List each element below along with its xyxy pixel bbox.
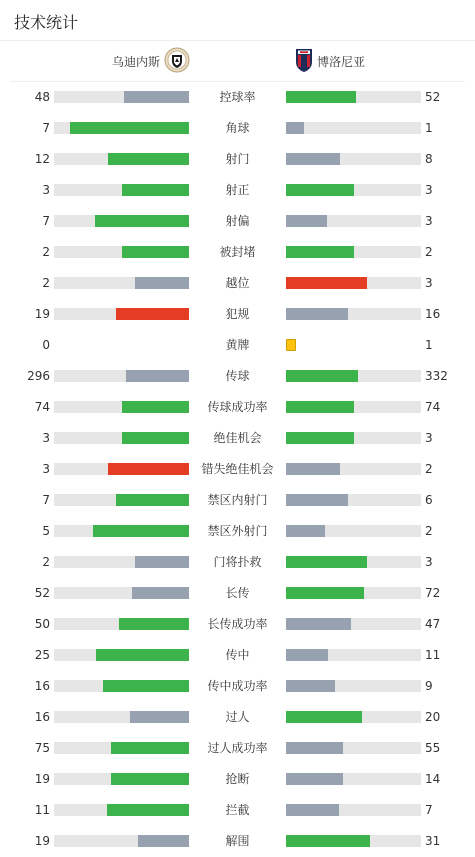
home-value: 3 <box>42 462 50 476</box>
home-bar <box>135 277 189 289</box>
home-value: 2 <box>42 276 50 290</box>
away-value: 3 <box>425 214 433 228</box>
home-bar <box>103 680 189 692</box>
home-bar-track <box>54 494 189 506</box>
stat-label: 射门 <box>225 152 250 166</box>
away-value: 332 <box>425 369 448 383</box>
home-value: 3 <box>42 431 50 445</box>
away-bar-track <box>286 649 421 661</box>
home-team[interactable] <box>112 47 190 75</box>
away-bar-track <box>286 680 421 692</box>
away-bar-track <box>286 556 421 568</box>
home-bar-track <box>54 432 189 444</box>
away-value: 16 <box>425 307 441 321</box>
home-value: 0 <box>42 338 50 352</box>
home-bar <box>122 184 190 196</box>
stat-row <box>0 586 475 600</box>
away-bar-track <box>286 308 421 320</box>
away-bar <box>286 711 362 723</box>
away-value: 72 <box>425 586 441 600</box>
home-value: 5 <box>42 524 50 538</box>
home-bar <box>108 463 189 475</box>
home-bar-track <box>54 680 189 692</box>
away-team[interactable] <box>295 47 365 75</box>
away-bar-track <box>286 370 421 382</box>
home-team-name: 乌迪内斯 <box>111 54 160 69</box>
stat-row <box>0 803 475 817</box>
away-bar <box>286 618 351 630</box>
home-value: 19 <box>34 307 50 321</box>
stat-row <box>0 710 475 724</box>
home-bar <box>116 494 189 506</box>
away-bar-track <box>286 525 421 537</box>
away-bar <box>286 649 328 661</box>
home-bar <box>111 773 189 785</box>
stat-row <box>0 152 475 166</box>
away-bar-track <box>286 184 421 196</box>
stat-label: 传中成功率 <box>207 679 268 693</box>
stat-label: 绝佳机会 <box>213 431 262 445</box>
stat-label: 犯规 <box>225 307 250 321</box>
stat-label: 解围 <box>225 834 250 848</box>
stat-label: 拦截 <box>225 803 250 817</box>
home-bar-track <box>54 215 189 227</box>
home-bar <box>107 804 189 816</box>
stat-label: 禁区外射门 <box>207 524 268 538</box>
home-value: 7 <box>42 493 50 507</box>
away-bar-track <box>286 432 421 444</box>
away-value: 3 <box>425 431 433 445</box>
away-bar-track <box>286 804 421 816</box>
page-title: 技术统计 <box>14 13 79 32</box>
header-divider <box>10 81 465 82</box>
home-bar-track <box>54 742 189 754</box>
away-bar <box>286 401 354 413</box>
away-value: 8 <box>425 152 433 166</box>
stat-row <box>0 834 475 848</box>
home-value: 74 <box>34 400 50 414</box>
stat-label: 角球 <box>225 121 250 135</box>
away-value: 47 <box>425 617 441 631</box>
home-bar-track <box>54 556 189 568</box>
home-bar-track <box>54 401 189 413</box>
home-bar <box>124 91 189 103</box>
home-bar <box>130 711 189 723</box>
away-bar <box>286 835 370 847</box>
stat-label: 控球率 <box>219 90 256 104</box>
away-value: 7 <box>425 803 433 817</box>
away-bar-track <box>286 122 421 134</box>
home-bar <box>132 587 189 599</box>
away-bar-track <box>286 277 421 289</box>
udinese-crest-icon <box>164 47 190 76</box>
away-bar <box>286 184 354 196</box>
home-bar-track <box>54 711 189 723</box>
stat-label: 错失绝佳机会 <box>201 462 274 476</box>
away-value: 1 <box>425 121 433 135</box>
stat-row <box>0 772 475 786</box>
away-bar-track <box>286 618 421 630</box>
stat-row <box>0 90 475 104</box>
stat-label: 传中 <box>225 648 250 662</box>
away-bar-track <box>286 401 421 413</box>
bologna-crest-icon <box>295 47 313 76</box>
away-value: 74 <box>425 400 441 414</box>
stat-row <box>0 431 475 445</box>
stat-row <box>0 245 475 259</box>
away-bar <box>286 215 327 227</box>
away-bar <box>286 91 356 103</box>
away-bar <box>286 246 354 258</box>
home-bar <box>135 556 189 568</box>
away-bar-track <box>286 463 421 475</box>
away-bar-track <box>286 587 421 599</box>
away-bar <box>286 308 348 320</box>
stat-row <box>0 276 475 290</box>
away-value: 6 <box>425 493 433 507</box>
stat-row <box>0 524 475 538</box>
home-bar-track <box>54 618 189 630</box>
home-bar <box>95 215 190 227</box>
home-bar-track <box>54 122 189 134</box>
home-bar-track <box>54 308 189 320</box>
home-value: 7 <box>42 121 50 135</box>
home-value: 19 <box>34 772 50 786</box>
stat-label: 门将扑救 <box>213 555 262 569</box>
stat-row <box>0 121 475 135</box>
away-value: 2 <box>425 245 433 259</box>
stat-row <box>0 338 475 352</box>
away-bar-track <box>286 773 421 785</box>
stat-row <box>0 183 475 197</box>
stat-row <box>0 648 475 662</box>
away-bar <box>286 494 348 506</box>
home-bar-track <box>54 835 189 847</box>
home-value: 7 <box>42 214 50 228</box>
stat-row <box>0 214 475 228</box>
home-bar <box>96 649 189 661</box>
home-bar-track <box>54 277 189 289</box>
away-bar <box>286 153 340 165</box>
away-value: 52 <box>425 90 441 104</box>
stat-row <box>0 679 475 693</box>
stat-label: 长传成功率 <box>207 617 268 631</box>
away-bar <box>286 370 358 382</box>
away-bar <box>286 587 364 599</box>
away-value: 2 <box>425 524 433 538</box>
home-value: 16 <box>34 679 50 693</box>
stat-row <box>0 462 475 476</box>
away-bar-track <box>286 91 421 103</box>
home-bar-track <box>54 91 189 103</box>
home-bar-track <box>54 804 189 816</box>
home-bar <box>138 835 189 847</box>
away-bar <box>286 463 340 475</box>
stat-row <box>0 741 475 755</box>
home-bar <box>108 153 189 165</box>
home-value: 52 <box>34 586 50 600</box>
away-value: 3 <box>425 555 433 569</box>
stat-row <box>0 493 475 507</box>
stat-row <box>0 617 475 631</box>
stat-label: 过人成功率 <box>207 741 268 755</box>
away-value: 20 <box>425 710 441 724</box>
away-team-name: 博洛尼亚 <box>317 54 366 69</box>
stat-label: 射正 <box>225 183 250 197</box>
home-bar-track <box>54 587 189 599</box>
home-bar-track <box>54 463 189 475</box>
home-value: 2 <box>42 555 50 569</box>
home-value: 48 <box>34 90 50 104</box>
home-bar <box>70 122 189 134</box>
away-bar <box>286 432 354 444</box>
stat-row <box>0 555 475 569</box>
yellow-card-icon <box>286 339 296 351</box>
home-bar-track <box>54 370 189 382</box>
away-bar-track <box>286 835 421 847</box>
away-value: 31 <box>425 834 441 848</box>
home-value: 25 <box>34 648 50 662</box>
away-bar-track <box>286 215 421 227</box>
away-value: 14 <box>425 772 441 786</box>
home-bar <box>122 401 190 413</box>
away-bar <box>286 680 335 692</box>
home-value: 2 <box>42 245 50 259</box>
away-value: 55 <box>425 741 441 755</box>
home-value: 296 <box>27 369 50 383</box>
home-bar-track <box>54 525 189 537</box>
away-bar <box>286 277 367 289</box>
stat-label: 传球成功率 <box>207 400 268 414</box>
away-bar-track <box>286 494 421 506</box>
away-bar <box>286 525 325 537</box>
home-bar-track <box>54 184 189 196</box>
stat-label: 过人 <box>225 710 250 724</box>
stat-label: 射偏 <box>225 214 250 228</box>
home-bar <box>126 370 189 382</box>
away-value: 9 <box>425 679 433 693</box>
away-value: 3 <box>425 183 433 197</box>
home-bar-track <box>54 649 189 661</box>
away-bar-track <box>286 153 421 165</box>
away-bar <box>286 742 343 754</box>
home-bar <box>122 246 190 258</box>
home-bar <box>93 525 189 537</box>
home-bar-track <box>54 773 189 785</box>
away-value: 2 <box>425 462 433 476</box>
stat-label: 长传 <box>225 586 250 600</box>
away-bar <box>286 556 367 568</box>
away-bar <box>286 122 304 134</box>
stat-label: 被封堵 <box>219 245 256 259</box>
home-value: 16 <box>34 710 50 724</box>
stat-row <box>0 369 475 383</box>
stat-label: 抢断 <box>225 772 250 786</box>
stat-label: 禁区内射门 <box>207 493 268 507</box>
away-bar-track <box>286 742 421 754</box>
home-bar-track <box>54 246 189 258</box>
home-bar <box>119 618 189 630</box>
away-bar-track <box>286 246 421 258</box>
home-value: 3 <box>42 183 50 197</box>
away-bar <box>286 773 343 785</box>
away-value: 11 <box>425 648 441 662</box>
stat-row <box>0 400 475 414</box>
home-value: 50 <box>34 617 50 631</box>
home-value: 11 <box>34 803 50 817</box>
home-value: 75 <box>34 741 50 755</box>
away-bar <box>286 804 339 816</box>
stat-label: 黄牌 <box>225 338 250 352</box>
home-bar <box>111 742 189 754</box>
home-bar <box>122 432 190 444</box>
stat-label: 传球 <box>225 369 250 383</box>
home-bar <box>116 308 189 320</box>
away-bar-track <box>286 711 421 723</box>
home-value: 19 <box>34 834 50 848</box>
title-divider <box>0 40 475 41</box>
home-value: 12 <box>34 152 50 166</box>
home-bar-track <box>54 153 189 165</box>
away-value: 1 <box>425 338 433 352</box>
away-value: 3 <box>425 276 433 290</box>
stat-label: 越位 <box>225 276 250 290</box>
stat-row <box>0 307 475 321</box>
